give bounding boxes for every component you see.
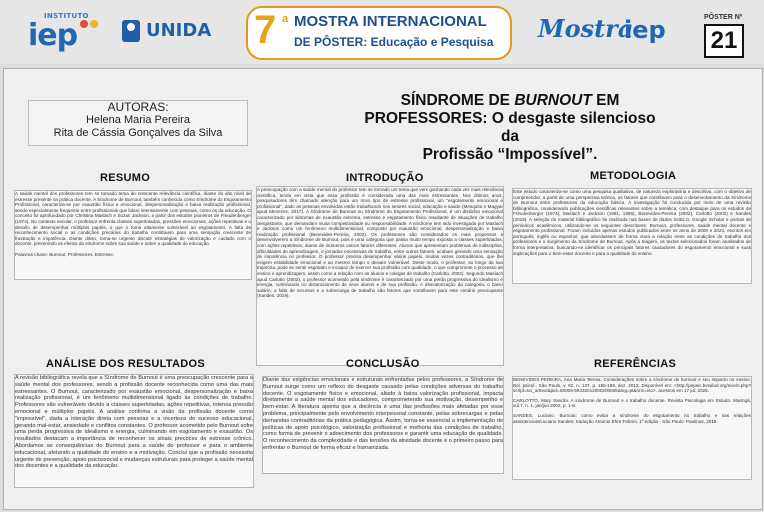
title-text: EM [591,92,620,109]
metodologia-box [512,188,752,284]
iep-wordmark: iep [28,18,78,53]
title-italic-text: BURNOUT [514,92,592,109]
conclusao-box [262,376,504,474]
logo-dot-icon [90,20,98,28]
section-heading-resumo: RESUMO [100,172,151,184]
event-title-line2: DE PÔSTER: Educação e Pesquisa [294,35,494,49]
unida-shield-icon [122,20,140,42]
reference-item: CARLOTTO, Mary Sandra. A síndrome de Burnout e o trabalho docente. Revista Psicologia em Estudo. Maringá, vol.7, n. 1, jan/jun 2002, p. 1-8. [513,397,751,409]
introducao-box [256,186,504,366]
introducao-text: A preocupação com a saúde mental do professor tem se tornado um tema que vem ganhando cada vez mais relevância científica, tendo em vista que essa profissão é considerada uma das mais estressantes. Nos últimos anos, pesquisadores têm chamado atenção para um novo tipo de estresse profissional, um “esgotamento emocional e profissional”, dado as pessoas envolvidas estão trabalhando nos setores social, educação e saúde (Mesquita e Magyar apud Menezes, 2017). A Síndrome de Burnout ou Síndrome do Esgotamento Profissional, é um distúrbio emocional caracterizado por sintomas de exaustão extrema, estresse e esgotamento físico resultante de situações de trabalho desgastante, que demandam muita competitividade ou responsabilidade. A síndrome tem sido investigada por Maslach e Jackson como um fenômeno multidimensional, composto por exaustão emocional, despersonalização e baixa realização profissional (Benevides-Pereira, 2002). Os professores são considerados os mais propensos a desenvolverem a Síndrome de Burnout, pois é uma categoria que passa muito tempo exposta a classes superlotadas, com ações repetitivas, diante de inúmeros outros fatores diferentes. Alunos que apresentam problemas de indisciplina, dificuldades de aprendizagem, e jornadas excessivas de trabalho, entre outros fatores, acabam gerando uma sensação de impotência no professor. O professor precisa desempenhar vários papéis, muitas vezes contraditórios, que lhe exigem estabilidade emocional e ao mesmo tempo o deixam vulnerável. Deste modo, o professor, ao longo da sua trajetória, pode se sentir esgotado e incapaz de exercer sua profissão com qualidade, o que compromete o processo de ensino e aprendizagem, assim como a relação com os alunos e colegas de trabalho (Carlotto, 2002). Segundo Maslach apud Carlotto (2002), o professor acometido pela síndrome é caracterizado por uma perda progressiva do idealismo e energia, culminando no distanciamento de seus alunos e de sua profissão. A desvalorização da categoria, o baixo salário, a falta de recursos e a sobrecarga de trabalho são fatores que contribuem para este cenário preocupante (Sandes, 2019). [257,187,503,299]
poster-number: 21 [704,24,744,58]
logo-dot-icon [80,20,88,28]
section-heading-metodologia: METODOLOGIA [590,170,677,182]
authors-label: AUTORAS: [107,100,169,114]
poster-header [0,0,764,64]
conclusao-text: Diante das exigências emocionais e estruturais enfrentadas pelos professores, a Síndrome de Burnout surge como um reflexo do desgaste causado pelas condições adversas do trabalho docente. O esgotamento físico e emocional, aliado à baixa valorização profissional, impacta diretamente a saúde mental dos educadores, comprometendo sua motivação, desempenho e bem-estar. A literatura aponta que a docência é uma das profissões mais afetadas por esse problema, principalmente pelo envolvimento interpessoal constante, pelas sobrecargas e pelas demandas contraditórias da prática pedagógica. Assim, torna-se essencial a implementação de políticas de apoio psicológico, valorização profissional e melhoria das condições de trabalho, como forma de prevenir o adoecimento dos professores e garantir uma educação de qualidade. O reconhecimento da complexidade e das tensões da atividade docente é o primeiro passo para enfrentar o Burnout de forma eficaz e humanizada. [263,377,503,451]
poster-title [360,92,660,164]
analise-box [14,374,254,488]
mostra-wordmark: Mostra [538,14,634,43]
section-heading-conclusao: CONCLUSÃO [346,358,420,370]
edition-ordinal: a [282,13,289,25]
section-heading-analise: ANÁLISE DOS RESULTADOS [46,358,205,370]
title-text: SÍNDROME DE [400,92,515,109]
title-line: PROFESSORES: O desgaste silencioso da [364,110,656,145]
title-line: Profissão “Impossível”. [422,146,598,163]
event-title-banner [246,6,512,60]
mostra-iep-logo [538,14,678,50]
event-title-line1: MOSTRA INTERNACIONAL [294,13,487,30]
resumo-text: A saúde mental dos professores tem se tornado tema de crescente relevância científica, diante do alto nível de estresse presente na prática docente. A Síndrome de Burnout, também conhecida como Síndrome do Esgotamento Profissional, caracteriza-se por exaustão física e emocional, despersonalização e baixa realização profissional, sendo especialmente frequente entre profissionais que lidam intensamente com pessoas, como os da educação. O conceito foi aprofundado por Christina Maslach e Suzan Jackson, a partir dos estudos pioneiros de Freudenberger (1974). No contexto escolar, o professor enfrenta classes superlotadas, pressões emocionais, ações repetitivas e o desafio de desempenhar múltiplos papéis, o que o torna altamente vulnerável ao esgotamento. A falta de reconhecimento social e as condições precárias do trabalho contribuem para uma sensação crescente de frustração e impotência. Diante disso, torna-se urgente discutir estratégias de valorização e cuidado com o docente, prevenindo os efeitos da síndrome sobre sua saúde e sobre a qualidade da educação. [15,191,251,247]
instituto-iep-logo [28,8,100,54]
reference-item: BENEVIDES-PEREIRA, Ana Maria Teresa. Considerações sobre a síndrome de burnout e seu impacto no ensino. Bol. psicol., São Paulo, v. 62, n. 137, p. 155-168, dez. 2012. Disponível em: <http://pepsic.bvsalud.org/scielo.php?script=sci_arttext&pid=S0006-59432012000200005&lng=pt&nrm=iso>. acessos em 17 jul. 2025. [513,377,751,394]
section-heading-introducao: INTRODUÇÃO [346,172,424,184]
edition-number: 7 [254,8,277,52]
instituto-label: INSTITUTO [44,12,89,20]
author-name: Rita de Cássia Gonçalves da Silva [53,127,223,139]
reference-item: SANDES, Luciano. Burnout: como evitar a síndrome do esgotamento no trabalho e nas relações assistenciais/Luciano Sandes; tradução Antonio Ehre Febrini. 1ª edição - São Paulo: Paulinas, 2019. [513,412,751,424]
unida-wordmark: UNIDA [146,20,212,41]
author-name: Helena Maria Pereira [86,114,190,126]
iep-wordmark-small: iep [624,16,666,44]
metodologia-text: Este estudo caracteriza-se como uma pesquisa qualitativa, de natureza exploratória e descritiva, com o objetivo de compreender, a partir de uma perspectiva teórica, os fatores que contribuem para o desenvolvimento da Síndrome de Burnout entre professores da educação básica. A investigação foi conduzida por meio de uma revisão bibliográfica, considerando publicações científicas relevantes sobre a temática, com destaque para os estudos de Freudenberger (1974), Maslach e Jackson (1981, 1986), Benevides-Pereira (2002), Carlotto (2002) e Sandes (2019). A seleção do material bibliográfico foi realizada nas bases de dados SciELO, Google Scholar e portais de periódicos acadêmicos, utilizando-se os seguintes descritores: Burnout, professores, saúde mental docente e esgotamento profissional. Foram incluídos apenas estudos publicados entre os anos de 2000 e 2024, escritos em português, inglês ou espanhol, que abordassem de forma clara a relação entre as condições de trabalho dos professores e o surgimento da Síndrome de Burnout. Após a triagem, os textos selecionados foram analisados de forma interpretativa, buscando-se identificar os principais fatores causadores do esgotamento emocional e suas implicações para o bem-estar docente e para a qualidade do ensino. [513,189,751,256]
referencias-box [512,376,752,480]
authors-box [28,100,248,146]
section-heading-referencias: REFERÊNCIAS [594,358,677,370]
analise-text: A revisão bibliográfica revela que a Síndrome de Burnout é uma preocupação crescente para a saúde mental dos professores, sendo a profissão docente reconhecida como uma das mais estressantes. O Burnout, caracterizado por exaustão emocional, despersonalização e baixa realização profissional, é um fenômeno multidimensional ligado às condições de trabalho. Professores são vulneráveis devido a classes superlotadas, ações repetitivas, intensa pressão emocional e múltiplos papéis. A análise confirma a visão da profissão docente como “impossível”, dada a interação direta com pessoas e a incerteza do sucesso educacional, gerando mal-estar, ansiedade e conflitos constantes. O professor acometido pelo Burnout sofre uma perda progressiva de idealismo e energia, culminando em esgotamento e exaustão. Os resultados destacam a importância de reconhecer os sinais precoces de estresse crônico. Abordamos as consequências do Burnout para a saúde do professor e para o ambiente educacional, afetando a qualidade do ensino e a motivação. Conclui que a profissão necessita urgente de prevenção, apoio psicossocial e mudanças estruturais para proteger a saúde mental dos docentes e a qualidade da educação. [15,375,253,470]
resumo-box [14,190,252,280]
resumo-keywords: Palavras-chave: Burnout, Professores, Estresse. [15,251,115,257]
poster-number-label: PÔSTER Nº [704,14,743,21]
